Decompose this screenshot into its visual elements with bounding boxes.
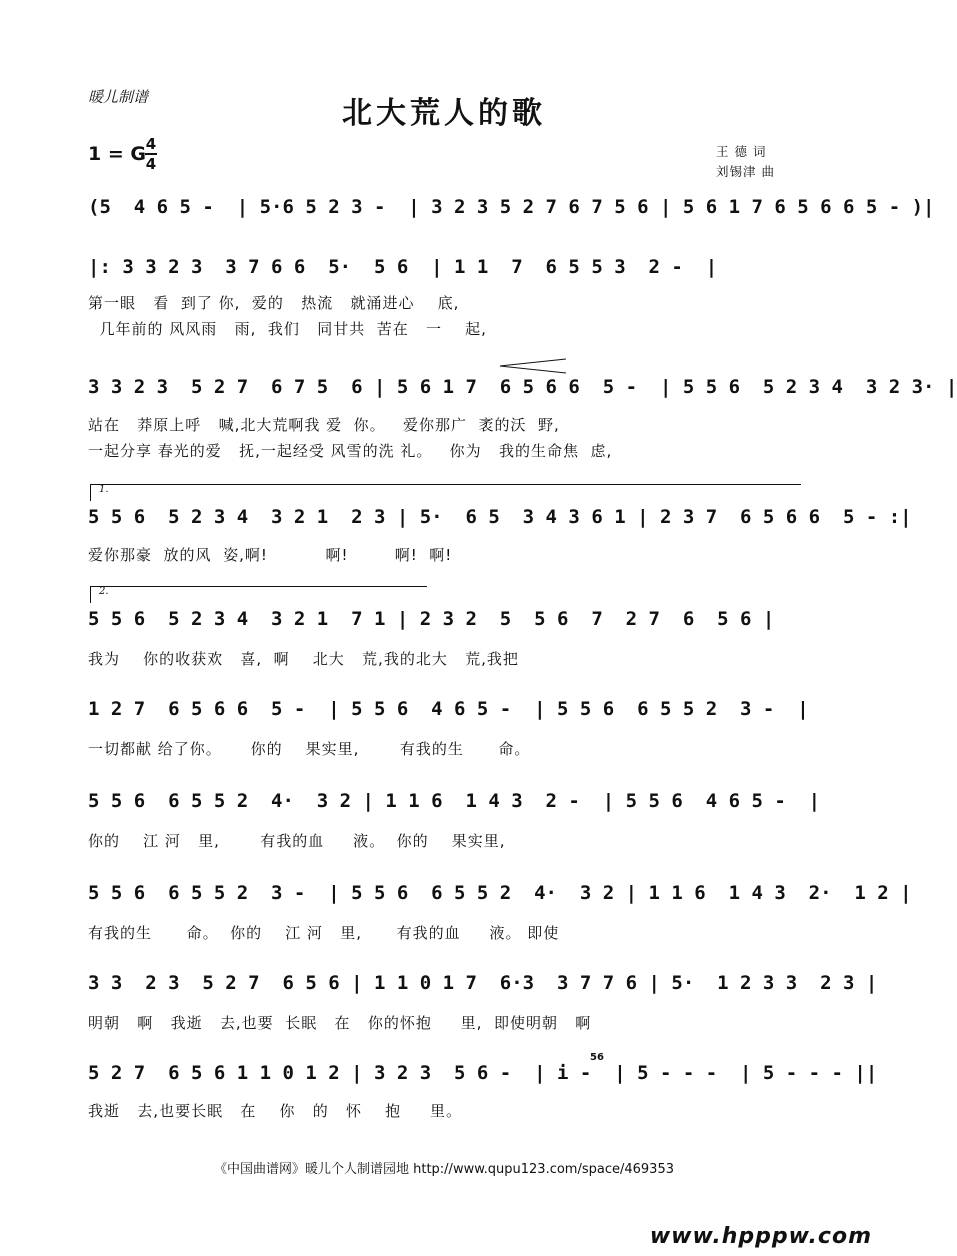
time-top: 4 [145, 135, 157, 153]
music-line: 5 2 7 6 5 6 1 1 0 1 2 | 3 2 3 5 6 - | i - | 5 - - - | 5 - - - || [88, 1062, 878, 1084]
music-line: 5 5 6 6 5 5 2 4· 3 2 | 1 1 6 1 4 3 2 - | 5 5 6 4 6 5 - | [88, 790, 821, 812]
lyric-line: 爱你那豪 放的风 姿,啊! 啊! 啊! 啊! [88, 546, 453, 564]
music-line: |: 3 3 2 3 3 7 6 6 5· 5 6 | 1 1 7 6 5 5 3 2 - | [88, 256, 718, 278]
lyric-line: 有我的生 命。 你的 江 河 里, 有我的血 液。 即使 [88, 924, 560, 942]
volta-2-label: 2. [99, 586, 109, 597]
music-line: 3 3 2 3 5 2 7 6 5 6 | 1 1 0 1 7 6·3 3 7 7 6 | 5· 1 2 3 3 2 3 | [88, 972, 878, 994]
lyricist-credit: 王 德 词 [716, 144, 767, 159]
lyric-line: 站在 莽原上呼 喊,北大荒啊我 爱 你。 爱你那广 袤的沃 野, [88, 416, 560, 434]
music-line: 1 2 7 6 5 6 6 5 - | 5 5 6 4 6 5 - | 5 5 6 6 5 5 2 3 - | [88, 698, 809, 720]
music-line: 5 5 6 5 2 3 4 3 2 1 2 3 | 5· 6 5 3 4 3 6 1 | 2 3 7 6 5 6 6 5 - :| [88, 506, 912, 528]
lyric-line: 一起分享 春光的爱 抚,一起经受 风雪的洗 礼。 你为 我的生命焦 虑, [88, 442, 613, 460]
lyric-line: 几年前的 风风雨 雨, 我们 同甘共 苦在 一 起, [88, 320, 487, 338]
music-line: 5 5 6 5 2 3 4 3 2 1 7 1 | 2 3 2 5 5 6 7 2 7 6 5 6 | [88, 608, 775, 630]
arranger-credit: 暖儿制谱 [88, 88, 149, 106]
grace-notes: 56 [590, 1052, 604, 1063]
music-line: 3 3 2 3 5 2 7 6 7 5 6 | 5 6 1 7 6 5 6 6 5 - | 5 5 6 5 2 3 4 3 2 3· | [88, 376, 957, 398]
volta-bracket-1 [90, 484, 801, 501]
lyric-line: 我为 你的收获欢 喜, 啊 北大 荒,我的北大 荒,我把 [88, 650, 519, 668]
key-signature: 1 = G [88, 143, 146, 165]
music-line: 5 5 6 6 5 5 2 3 - | 5 5 6 6 5 5 2 4· 3 2 | 1 1 6 1 4 3 2· 1 2 | [88, 882, 912, 904]
volta-1-label: 1. [99, 484, 109, 495]
lyric-line: 我逝 去,也要长眠 在 你 的 怀 抱 里。 [88, 1102, 462, 1120]
lyric-line: 一切都献 给了你。 你的 果实里, 有我的生 命。 [88, 740, 531, 758]
credits [716, 142, 775, 182]
time-signature [145, 136, 157, 172]
song-title: 北大荒人的歌 [342, 96, 546, 131]
composer-credit: 刘锡津 曲 [716, 164, 775, 179]
lyric-line: 明朝 啊 我逝 去,也要 长眠 在 你的怀抱 里, 即使明朝 啊 [88, 1014, 592, 1032]
site-watermark: www.hpppw.com [649, 1224, 872, 1249]
time-bottom: 4 [145, 155, 157, 173]
decrescendo-mark [498, 356, 568, 378]
volta-bracket-2 [90, 586, 427, 603]
footer-source: 《中国曲谱网》暖儿个人制谱园地 http://www.qupu123.com/space/469353 [213, 1162, 674, 1177]
music-line: (5 4 6 5 - | 5·6 5 2 3 - | 3 2 3 5 2 7 6 7 5 6 | 5 6 1 7 6 5 6 6 5 - )| [88, 196, 935, 218]
lyric-line: 第一眼 看 到了 你, 爱的 热流 就涌进心 底, [88, 294, 460, 312]
lyric-line: 你的 江 河 里, 有我的血 液。 你的 果实里, [88, 832, 506, 850]
